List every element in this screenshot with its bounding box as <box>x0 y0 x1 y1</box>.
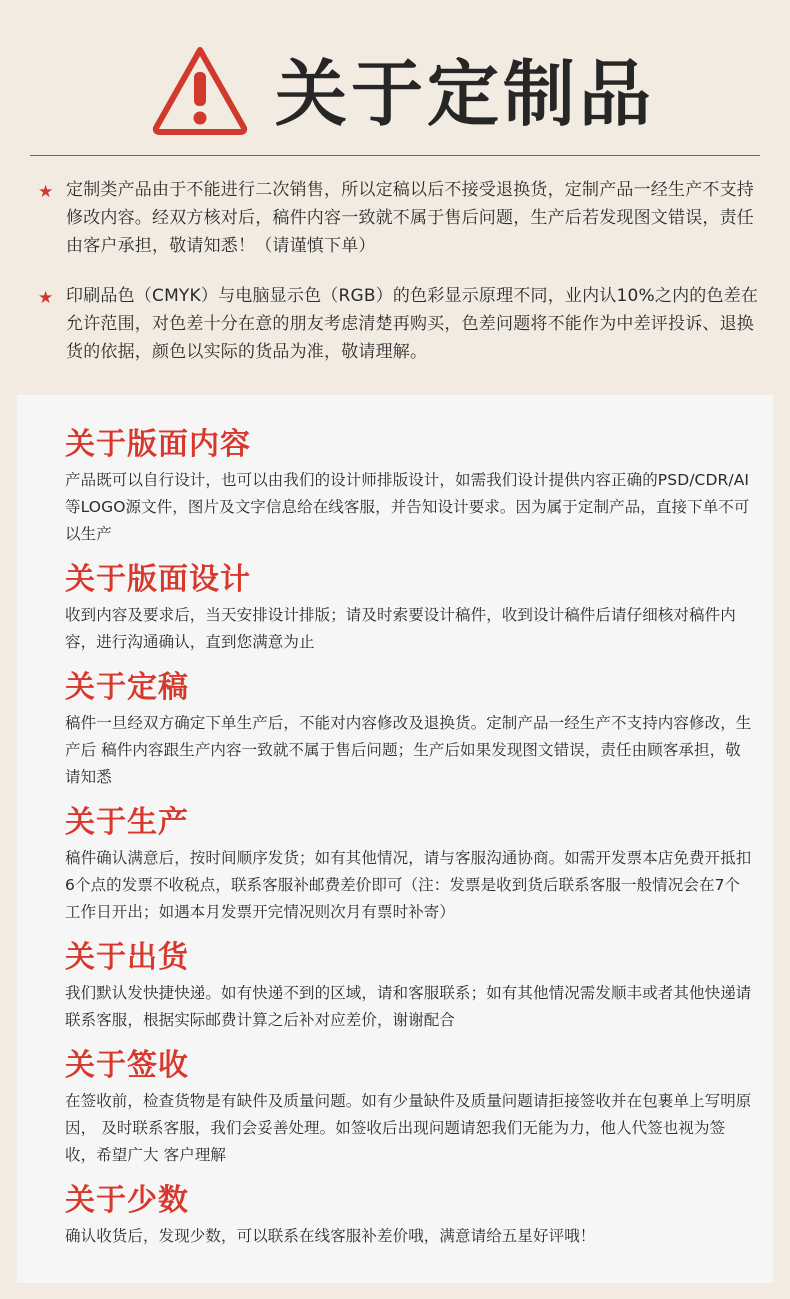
warning-triangle-icon <box>150 44 250 136</box>
section-body: 确认收货后，发现少数，可以联系在线客服补差价哦，满意请给五星好评哦！ <box>65 1227 596 1245</box>
notice-list <box>38 176 768 388</box>
star-icon: ★ <box>38 182 54 202</box>
notice-item <box>38 282 768 366</box>
section-heading: 关于版面设计 <box>65 562 251 597</box>
section-heading: 关于出货 <box>65 940 189 975</box>
section-body: 收到内容及要求后，当天安排设计排版；请及时索要设计稿件，收到设计稿件后请仔细核对稿件内容，进行沟通确认，直到您满意为止 <box>65 606 736 651</box>
section-body: 在签收前，检查货物是有缺件及质量问题。如有少量缺件及质量问题请拒接签收并在包裹单上写明原因， 及时联系客服，我们会妥善处理。如签收后出现问题请恕我们无能为力，他人代签也视为签收，希望广大 客户理解 <box>65 1092 752 1164</box>
section-final-draft <box>65 668 755 791</box>
section-shortage <box>65 1181 755 1250</box>
divider <box>30 155 760 156</box>
section-layout-content <box>65 425 755 548</box>
section-signing <box>65 1046 755 1169</box>
section-list <box>65 425 755 1262</box>
star-icon: ★ <box>38 288 54 308</box>
info-panel <box>17 395 773 1283</box>
page-title: 关于定制品 <box>275 52 656 136</box>
section-body: 稿件一旦经双方确定下单生产后，不能对内容修改及退换货。定制产品一经生产不支持内容修改，生产后 稿件内容跟生产内容一致就不属于售后问题；生产后如果发现图文错误，责任由顾客承担，敬请知悉 <box>65 714 752 786</box>
header <box>0 0 790 156</box>
section-body: 稿件确认满意后，按时间顺序发货；如有其他情况，请与客服沟通协商。如需开发票本店免费开抵扣6个点的发票不收税点，联系客服补邮费差价即可（注：发票是收到货后联系客服一般情况会在7个工作日开出；如遇本月发票开完情况则次月有票时补寄） <box>65 849 752 921</box>
section-heading: 关于定稿 <box>65 670 189 705</box>
section-heading: 关于生产 <box>65 805 189 840</box>
section-heading: 关于版面内容 <box>65 427 251 462</box>
notice-text: 印刷品色（CMYK）与电脑显示色（RGB）的色彩显示原理不同，业内认10%之内的色差在允许范围，对色差十分在意的朋友考虑清楚再购买，色差问题将不能作为中差评投诉、退换货的依据，颜色以实际的货品为准，敬请理解。 <box>66 286 759 362</box>
section-shipping <box>65 938 755 1034</box>
section-body: 产品既可以自行设计，也可以由我们的设计师排版设计，如需我们设计提供内容正确的PSD/CDR/AI等LOGO源文件，图片及文字信息给在线客服，并告知设计要求。因为属于定制产品，直接下单不可以生产 <box>65 471 750 543</box>
section-body: 我们默认发快捷快递。如有快递不到的区域，请和客服联系；如有其他情况需发顺丰或者其他快递请联系客服，根据实际邮费计算之后补对应差价，谢谢配合 <box>65 984 752 1029</box>
section-heading: 关于签收 <box>65 1048 189 1083</box>
section-production <box>65 803 755 926</box>
notice-text: 定制类产品由于不能进行二次销售，所以定稿以后不接受退换货，定制产品一经生产不支持修改内容。经双方核对后，稿件内容一致就不属于售后问题，生产后若发现图文错误，责任由客户承担，敬请知悉！（请谨慎下单） <box>66 180 754 256</box>
section-heading: 关于少数 <box>65 1183 189 1218</box>
section-layout-design <box>65 560 755 656</box>
notice-item <box>38 176 768 260</box>
